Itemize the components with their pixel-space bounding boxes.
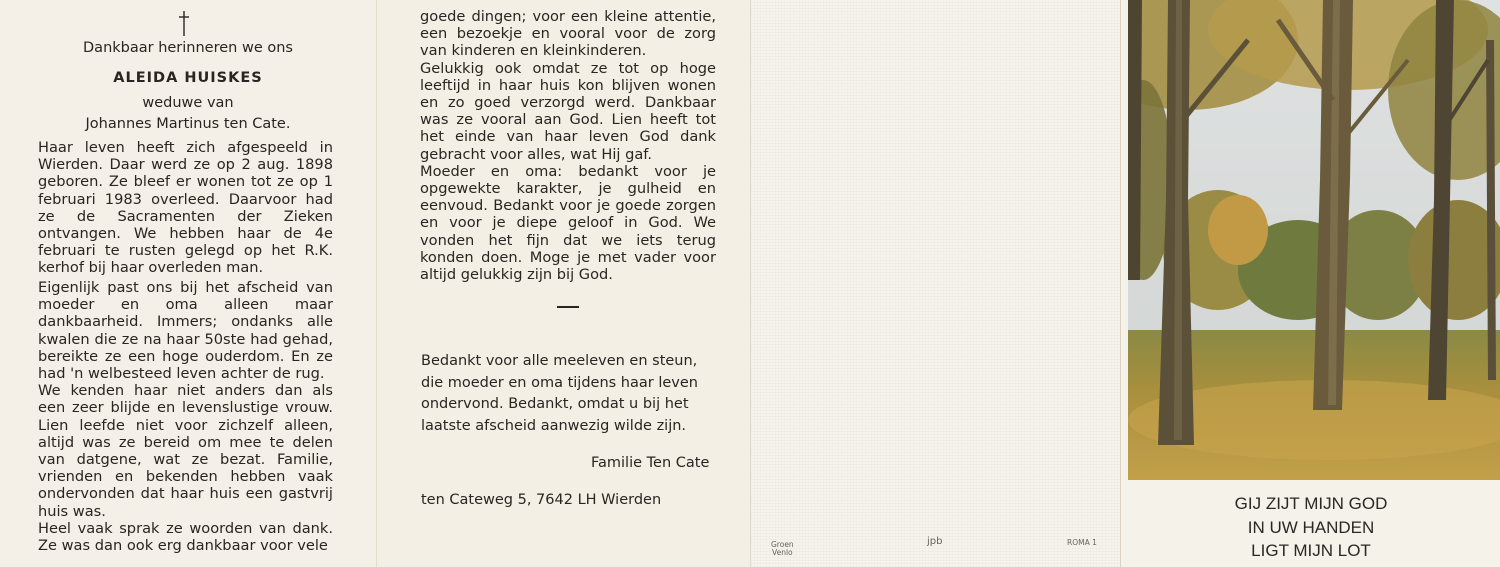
back-cover [750,0,1120,567]
life-paragraph [38,139,333,277]
widow-of-line: weduwe van [142,95,234,111]
printer-city: Venlo [772,548,793,557]
thanks-line: die moeder en oma tijdens haar leven [421,374,698,391]
paragraph-farewell: Moeder en oma: bedankt voor je opgewekte karakter, je gulheid en eenvoud. Bedankt voor je goede zorgen en voor je diepe geloof in God. We vonden het fijn dat we iets terug konden doen. Moge je met vader voor altijd gelukkig zijn bij God. [420,162,716,284]
paragraph-home: Gelukkig ook omdat ze tot op hoge leeftijd in haar huis kon blijven wonen en zo goed verzorgd werd. Dankbaar was ze vooral aan God. Lien heeft tot het einde van haar leven God dank gebracht voor alles, wat Hij gaf. [420,59,716,163]
printer-initials: jpb [927,536,943,547]
thanks-line: Bedankt voor alle meeleven en steun, [421,353,698,369]
cross-icon [176,9,192,37]
family-address: ten Cateweg 5, 7642 LH Wierden [421,492,662,508]
paragraph-birth-death: Haar leven heeft zich afgespeeld in Wierden. Daar werd ze op 2 aug. 1898 geboren. Ze bleef er wonen tot ze op 1 februari 1983 overleed. Daarvoor had ze de Sacramenten der Zieken ontvangen. We hebben haar de 4e februari te rusten gelegd op het R.K. kerhof bij haar overleden man. [38,139,333,277]
verse-line: GIJ ZIJT MIJN GOD [1234,494,1388,513]
continued-text [420,8,716,283]
husband-name: Johannes Martinus ten Cate. [85,116,291,132]
paragraph-character: We kenden haar niet anders dan als een zeer blijde en levenslustige vrouw. Lien leefde niet voor zichzelf alleen, altijd was ze bereid om mee te delen van datgene, wat ze bezat. Familie, vrienden en bekenden hebben vaak ondervonden dat haar huis een gastvrij huis was. [38,382,333,520]
paragraph-thankful: Heel vaak sprak ze woorden van dank. Ze was dan ook erg dankbaar voor vele [38,519,333,555]
autumn-trees-photo [1128,0,1500,480]
intro-line: Dankbaar herinneren we ons [83,40,293,56]
right-inner-page [376,0,750,567]
verse-line: LIGT MIJN LOT [1251,541,1371,560]
thanks-note [421,351,721,437]
verse [1121,492,1500,563]
divider-dash [557,306,579,308]
front-cover [1120,0,1500,567]
series-code: ROMA 1 [1067,538,1097,547]
paragraph-gratitude: Eigenlijk past ons bij het afscheid van moeder en oma alleen maar dankbaarheid. Immers; ondanks alle kwalen die ze na haar 50ste had gehad, bereikte ze een hoge ouderdom. En ze had 'n welbesteed leven achter de rug. [38,279,333,383]
verse-line: IN UW HANDEN [1247,517,1375,537]
printer-imprint [771,541,794,557]
family-signature: Familie Ten Cate [591,455,710,471]
thanks-line: laatste afscheid aanwezig wilde zijn. [421,417,687,434]
left-inner-page [0,0,376,567]
printer-name: Groen [771,540,794,549]
deceased-name: ALEIDA HUISKES [113,70,263,86]
paragraph-good-things: goede dingen; voor een kleine attentie, een bezoekje en vooral voor de zorg van kinderen en kleinkinderen. [420,8,716,60]
thanks-line: ondervond. Bedankt, omdat u bij het [421,396,689,412]
gratitude-paragraphs [38,279,333,554]
